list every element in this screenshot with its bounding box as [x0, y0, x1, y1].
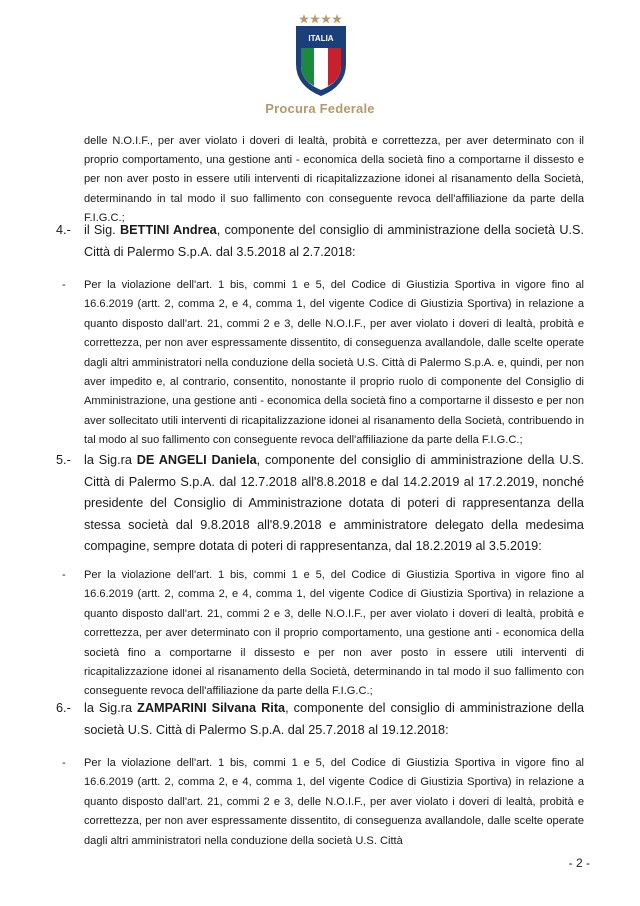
person-name: BETTINI Andrea [119, 223, 217, 237]
bullet-dash: - [62, 279, 66, 291]
shield-icon [294, 24, 348, 98]
charge-text: Per la violazione dell'art. 1 bis, commi 1 e 5, del Codice di Giustizia Sportiva in vigore fino al 16.6.2019 (artt. 2, comma 2, e 4, comma 1, del vigente Codice di Giustizia Sportiva) in relazione a quanto disposto dall'art. 21, commi 2 e 3, delle N.O.I.F., per aver violato i doveri di lealtà, probità e correttezza, per aver determinato con il proprio comportamento, una gestione anti - economica della società fino a comportarne il dissesto e per non aver posto in essere utili interventi di ricapitalizzazione idonei al risanamento della Società, determinando in tal modo il suo fallimento con conseguente revoca dell'affiliazione da parte della F.I.G.C.; [84, 569, 584, 698]
item-description: , componente del consiglio di amministrazione della società U.S. Città di Palermo S.p.A. dal 3.5.2018 al 2.7.2018: [84, 223, 585, 259]
figc-logo [294, 14, 348, 98]
item-heading [84, 698, 584, 741]
item-heading [84, 450, 584, 558]
item-number: 4.- [56, 223, 71, 237]
item-prefix: il Sig. [84, 223, 120, 237]
item-prefix: la Sig.ra [84, 701, 138, 715]
item-prefix: la Sig.ra [84, 453, 137, 467]
item-heading [84, 220, 584, 263]
stars-icon [299, 14, 343, 24]
charge-text: Per la violazione dell'art. 1 bis, commi 1 e 5, del Codice di Giustizia Sportiva in vigore fino al 16.6.2019 (artt. 2, comma 2, e 4, comma 1, del vigente Codice di Giustizia Sportiva) in relazione a quanto disposto dall'art. 21, commi 2 e 3, delle N.O.I.F., per aver violato i doveri di lealtà, probità e correttezza, per non aver espressamente dissentito, di conseguenza avallandole, dalle scelte operate dagli altri amministratori nella conduzione della società U.S. Città di Palermo S.p.A. e, quindi, per non aver impedito e, al contrario, consentito, nonostante il proprio ruolo di componente del Consiglio di Amministrazione, una gestione anti - economica della società fino a comportarne il dissesto e per non aver sollecitato utili interventi di ricapitalizzazione idonei al risanamento della Società, contribuendo in tal modo al suo fallimento con conseguente revoca dell'affiliazione da parte della F.I.G.C.; [84, 279, 584, 447]
organization-name: Procura Federale [265, 101, 375, 116]
bullet-dash: - [62, 569, 66, 581]
item-description: , componente del consiglio di amministrazione della società U.S. Città di Palermo S.p.A. dal 25.7.2018 al 19.12.2018: [84, 701, 585, 737]
item-number: 6.- [56, 701, 71, 715]
person-name: DE ANGELI Daniela [136, 453, 257, 467]
intro-paragraph: delle N.O.I.F., per aver violato i doveri di lealtà, probità e correttezza, per aver determinato con il proprio comportamento, una gestione anti - economica della società fino a comportarne il dissesto e per non aver posto in essere utili interventi di ricapitalizzazione idonei al risanamento della Società, determinando in tal modo il suo fallimento con conseguente revoca dell'affiliazione da parte della F.I.G.C.; [84, 135, 584, 224]
item-number: 5.- [56, 453, 71, 467]
charge-text: Per la violazione dell'art. 1 bis, commi 1 e 5, del Codice di Giustizia Sportiva in vigore fino al 16.6.2019 (artt. 2, comma 2, e 4, comma 1, del vigente Codice di Giustizia Sportiva) in relazione a quanto disposto dall'art. 21, commi 2 e 3, delle N.O.I.F., per aver violato i doveri di lealtà, probità e correttezza, per non aver espressamente dissentito, di conseguenza avallandole, dalle scelte operate dagli altri amministratori nella conduzione della società U.S. Città [84, 757, 584, 847]
person-name: ZAMPARINI Silvana Rita [137, 701, 286, 715]
letterhead [0, 0, 640, 124]
logo-text: ITALIA [308, 34, 334, 43]
item-description: , componente del consiglio di amministrazione della U.S. Città di Palermo S.p.A. dal 12.7.2018 all'8.8.2018 e dal 14.2.2019 al 17.2.2019, nonché presidente del Consiglio di Amministrazione dotata di poteri di rappresentanza della stessa società dal 9.8.2018 all'8.9.2018 e amministratore delegato della medesima compagine, sempre dotata di poteri di rappresentanza, dal 18.2.2019 al 3.5.2019: [84, 453, 584, 553]
page-number: - 2 - [568, 856, 590, 870]
bullet-dash: - [62, 757, 66, 769]
